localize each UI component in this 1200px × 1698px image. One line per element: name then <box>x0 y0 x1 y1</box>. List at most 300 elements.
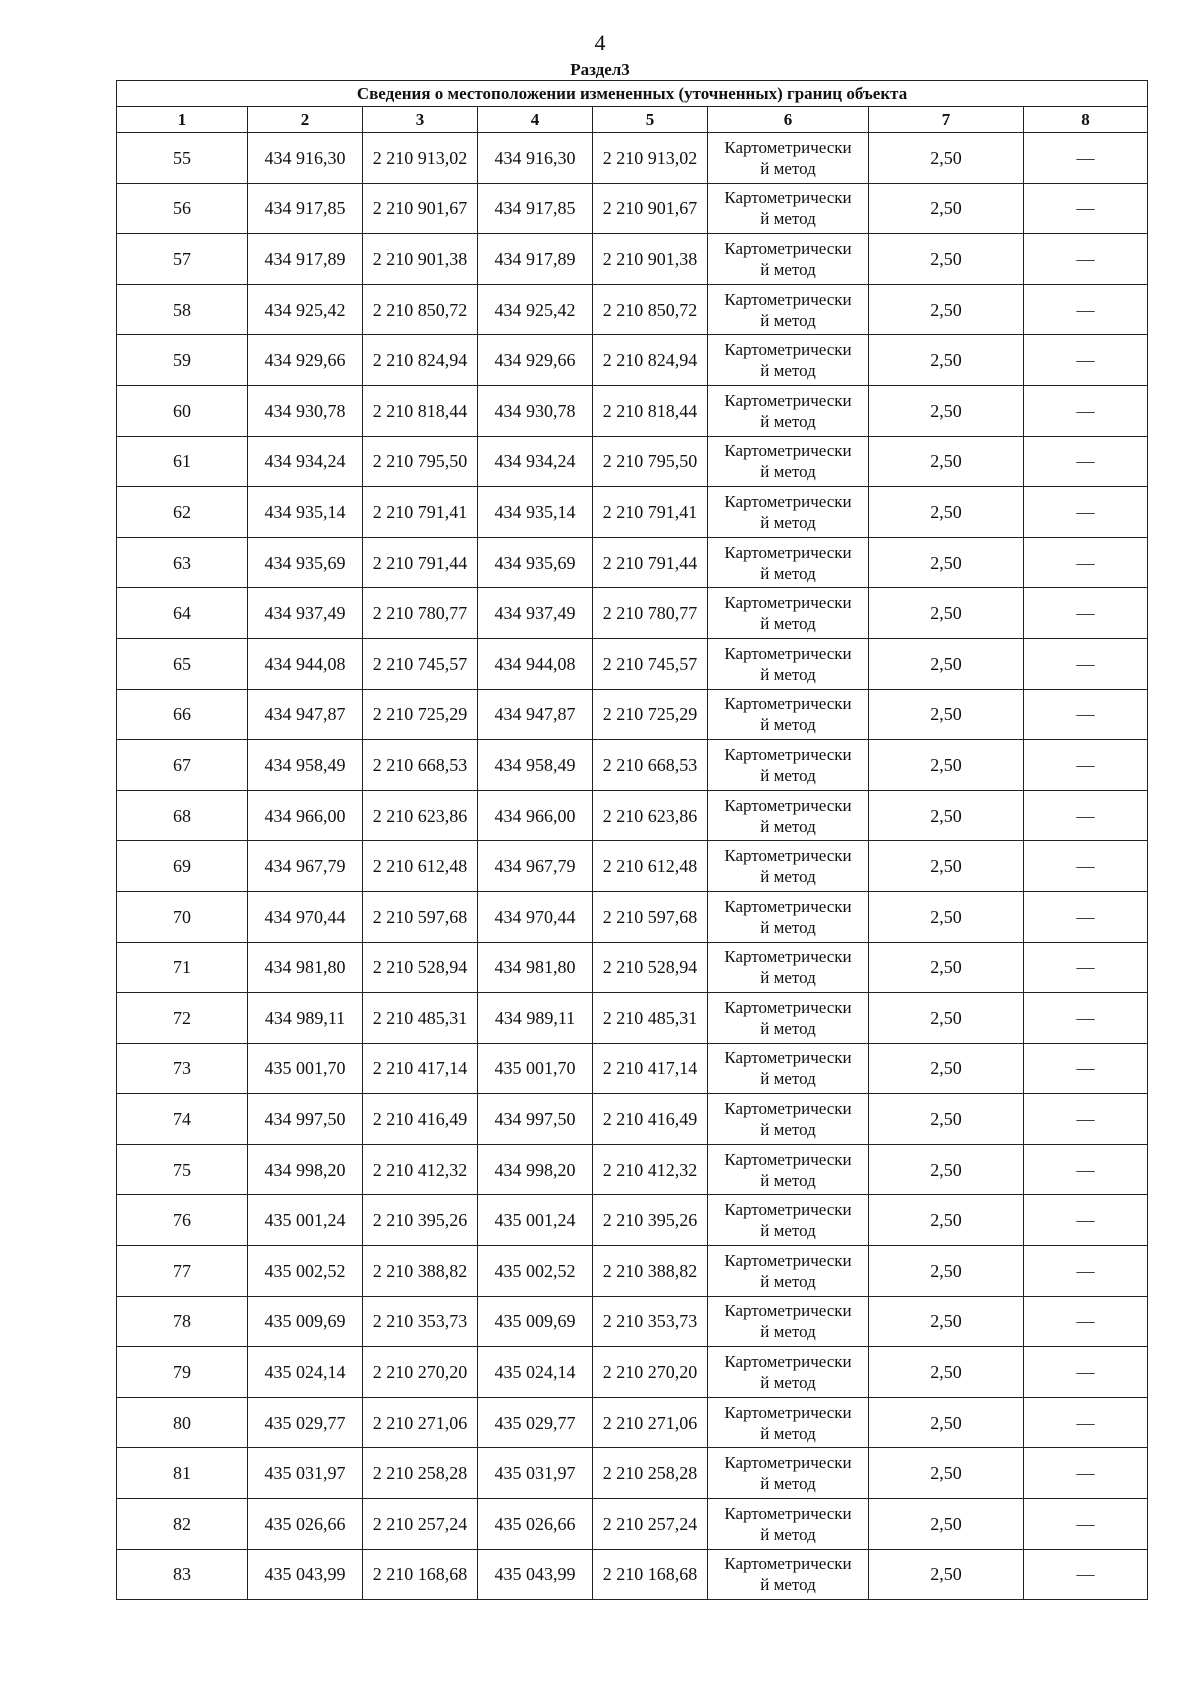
note-cell: — <box>1024 436 1148 487</box>
table-row <box>117 790 1148 841</box>
method-text-line: Картометрически <box>724 1402 852 1422</box>
point-number-cell: 64 <box>117 588 248 639</box>
x-coordinate-cell: 434 929,66 <box>478 335 593 386</box>
note-cell: — <box>1024 183 1148 234</box>
method-text-line: й метод <box>760 614 816 634</box>
method-text-line: Картометрически <box>724 1554 852 1574</box>
x-coordinate-cell: 434 998,20 <box>248 1144 363 1195</box>
method-cell <box>708 234 869 285</box>
note-cell: — <box>1024 689 1148 740</box>
point-number-cell: 77 <box>117 1246 248 1297</box>
table-row <box>117 1043 1148 1094</box>
x-coordinate-cell: 434 925,42 <box>478 284 593 335</box>
y-coordinate-cell: 2 210 850,72 <box>363 284 478 335</box>
accuracy-cell: 2,50 <box>869 385 1024 436</box>
x-coordinate-cell: 434 947,87 <box>248 689 363 740</box>
accuracy-cell: 2,50 <box>869 841 1024 892</box>
method-cell <box>708 133 869 184</box>
x-coordinate-cell: 434 944,08 <box>248 638 363 689</box>
table-row <box>117 1448 1148 1499</box>
method-cell <box>708 993 869 1044</box>
x-coordinate-cell: 435 029,77 <box>478 1397 593 1448</box>
y-coordinate-cell: 2 210 913,02 <box>363 133 478 184</box>
method-cell <box>708 790 869 841</box>
method-text-line: й метод <box>760 1069 816 1089</box>
accuracy-cell: 2,50 <box>869 1448 1024 1499</box>
method-text-line: Картометрически <box>724 1301 852 1321</box>
method-cell <box>708 638 869 689</box>
method-cell <box>708 1043 869 1094</box>
note-cell: — <box>1024 1246 1148 1297</box>
accuracy-cell: 2,50 <box>869 1144 1024 1195</box>
method-text-line: Картометрически <box>724 542 852 562</box>
y-coordinate-cell: 2 210 901,67 <box>593 183 708 234</box>
y-coordinate-cell: 2 210 913,02 <box>593 133 708 184</box>
x-coordinate-cell: 434 958,49 <box>248 740 363 791</box>
method-text-line: й метод <box>760 867 816 887</box>
point-number-cell: 58 <box>117 284 248 335</box>
method-text-line: Картометрически <box>724 289 852 309</box>
page-number: 4 <box>594 30 606 55</box>
y-coordinate-cell: 2 210 528,94 <box>593 942 708 993</box>
y-coordinate-cell: 2 210 791,44 <box>363 537 478 588</box>
accuracy-cell: 2,50 <box>869 588 1024 639</box>
method-cell <box>708 1195 869 1246</box>
x-coordinate-cell: 435 009,69 <box>248 1296 363 1347</box>
point-number-cell: 61 <box>117 436 248 487</box>
method-text-line: й метод <box>760 1474 816 1494</box>
table-row <box>117 537 1148 588</box>
point-number-cell: 79 <box>117 1347 248 1398</box>
table-header-row <box>117 107 1148 133</box>
method-cell <box>708 335 869 386</box>
x-coordinate-cell: 435 043,99 <box>478 1549 593 1600</box>
method-text-line: Картометрически <box>724 137 852 157</box>
method-text-line: й метод <box>760 361 816 381</box>
x-coordinate-cell: 434 998,20 <box>478 1144 593 1195</box>
note-cell: — <box>1024 335 1148 386</box>
method-cell <box>708 1094 869 1145</box>
table-row <box>117 638 1148 689</box>
x-coordinate-cell: 435 031,97 <box>248 1448 363 1499</box>
x-coordinate-cell: 434 981,80 <box>248 942 363 993</box>
method-text-line: Картометрически <box>724 1200 852 1220</box>
x-coordinate-cell: 435 024,14 <box>478 1347 593 1398</box>
table-row <box>117 284 1148 335</box>
method-cell <box>708 689 869 740</box>
y-coordinate-cell: 2 210 597,68 <box>363 891 478 942</box>
method-cell <box>708 183 869 234</box>
method-cell <box>708 1144 869 1195</box>
y-coordinate-cell: 2 210 668,53 <box>593 740 708 791</box>
method-text-line: й метод <box>760 917 816 937</box>
accuracy-cell: 2,50 <box>869 740 1024 791</box>
x-coordinate-cell: 434 967,79 <box>248 841 363 892</box>
x-coordinate-cell: 435 001,24 <box>248 1195 363 1246</box>
y-coordinate-cell: 2 210 412,32 <box>593 1144 708 1195</box>
x-coordinate-cell: 435 024,14 <box>248 1347 363 1398</box>
point-number-cell: 75 <box>117 1144 248 1195</box>
method-text-line: Картометрически <box>724 441 852 461</box>
method-cell <box>708 1397 869 1448</box>
method-text-line: Картометрически <box>724 694 852 714</box>
y-coordinate-cell: 2 210 270,20 <box>593 1347 708 1398</box>
note-cell: — <box>1024 1094 1148 1145</box>
method-cell <box>708 841 869 892</box>
method-cell <box>708 1448 869 1499</box>
accuracy-cell: 2,50 <box>869 1347 1024 1398</box>
y-coordinate-cell: 2 210 168,68 <box>593 1549 708 1600</box>
method-text-line: й метод <box>760 462 816 482</box>
y-coordinate-cell: 2 210 623,86 <box>593 790 708 841</box>
note-cell: — <box>1024 740 1148 791</box>
y-coordinate-cell: 2 210 745,57 <box>363 638 478 689</box>
y-coordinate-cell: 2 210 795,50 <box>363 436 478 487</box>
method-text-line: й метод <box>760 512 816 532</box>
y-coordinate-cell: 2 210 818,44 <box>363 385 478 436</box>
accuracy-cell: 2,50 <box>869 1499 1024 1550</box>
accuracy-cell: 2,50 <box>869 1246 1024 1297</box>
y-coordinate-cell: 2 210 745,57 <box>593 638 708 689</box>
y-coordinate-cell: 2 210 417,14 <box>593 1043 708 1094</box>
y-coordinate-cell: 2 210 850,72 <box>593 284 708 335</box>
column-header: 3 <box>363 107 478 133</box>
method-text-line: й метод <box>760 1271 816 1291</box>
accuracy-cell: 2,50 <box>869 1195 1024 1246</box>
x-coordinate-cell: 435 002,52 <box>248 1246 363 1297</box>
method-cell <box>708 1246 869 1297</box>
x-coordinate-cell: 434 947,87 <box>478 689 593 740</box>
x-coordinate-cell: 435 029,77 <box>248 1397 363 1448</box>
table-body <box>117 133 1148 1600</box>
note-cell: — <box>1024 1549 1148 1600</box>
method-text-line: й метод <box>760 765 816 785</box>
x-coordinate-cell: 434 958,49 <box>478 740 593 791</box>
method-cell <box>708 588 869 639</box>
method-cell <box>708 385 869 436</box>
point-number-cell: 55 <box>117 133 248 184</box>
section-title: Раздел3 <box>570 60 630 79</box>
method-text-line: й метод <box>760 1524 816 1544</box>
y-coordinate-cell: 2 210 388,82 <box>363 1246 478 1297</box>
note-cell: — <box>1024 993 1148 1044</box>
note-cell: — <box>1024 1043 1148 1094</box>
y-coordinate-cell: 2 210 623,86 <box>363 790 478 841</box>
method-text-line: й метод <box>760 1575 816 1595</box>
method-text-line: Картометрически <box>724 593 852 613</box>
point-number-cell: 62 <box>117 487 248 538</box>
x-coordinate-cell: 434 970,44 <box>248 891 363 942</box>
point-number-cell: 73 <box>117 1043 248 1094</box>
table-row <box>117 740 1148 791</box>
method-text-line: й метод <box>760 310 816 330</box>
method-text-line: Картометрически <box>724 491 852 511</box>
point-number-cell: 72 <box>117 993 248 1044</box>
method-cell <box>708 891 869 942</box>
table-caption-row <box>117 81 1148 107</box>
note-cell: — <box>1024 588 1148 639</box>
x-coordinate-cell: 434 981,80 <box>478 942 593 993</box>
table-row <box>117 1195 1148 1246</box>
x-coordinate-cell: 434 989,11 <box>248 993 363 1044</box>
column-header: 1 <box>117 107 248 133</box>
y-coordinate-cell: 2 210 668,53 <box>363 740 478 791</box>
table-row <box>117 689 1148 740</box>
y-coordinate-cell: 2 210 780,77 <box>593 588 708 639</box>
table-row <box>117 841 1148 892</box>
method-text-line: Картометрически <box>724 795 852 815</box>
x-coordinate-cell: 434 935,69 <box>478 537 593 588</box>
accuracy-cell: 2,50 <box>869 284 1024 335</box>
point-number-cell: 76 <box>117 1195 248 1246</box>
method-cell <box>708 436 869 487</box>
method-text-line: й метод <box>760 1170 816 1190</box>
method-cell <box>708 1296 869 1347</box>
y-coordinate-cell: 2 210 818,44 <box>593 385 708 436</box>
point-number-cell: 57 <box>117 234 248 285</box>
note-cell: — <box>1024 1195 1148 1246</box>
table-caption: Сведения о местоположении измененных (уточненных) границ объекта <box>117 81 1148 107</box>
y-coordinate-cell: 2 210 791,41 <box>363 487 478 538</box>
accuracy-cell: 2,50 <box>869 942 1024 993</box>
y-coordinate-cell: 2 210 416,49 <box>593 1094 708 1145</box>
note-cell: — <box>1024 942 1148 993</box>
y-coordinate-cell: 2 210 824,94 <box>363 335 478 386</box>
table-row <box>117 183 1148 234</box>
note-cell: — <box>1024 1397 1148 1448</box>
y-coordinate-cell: 2 210 901,38 <box>593 234 708 285</box>
table-row <box>117 1347 1148 1398</box>
y-coordinate-cell: 2 210 258,28 <box>363 1448 478 1499</box>
x-coordinate-cell: 434 935,14 <box>478 487 593 538</box>
column-header: 6 <box>708 107 869 133</box>
y-coordinate-cell: 2 210 271,06 <box>363 1397 478 1448</box>
method-text-line: й метод <box>760 1120 816 1140</box>
method-text-line: Картометрически <box>724 1352 852 1372</box>
note-cell: — <box>1024 1499 1148 1550</box>
table-row <box>117 1296 1148 1347</box>
y-coordinate-cell: 2 210 780,77 <box>363 588 478 639</box>
y-coordinate-cell: 2 210 824,94 <box>593 335 708 386</box>
method-text-line: й метод <box>760 1373 816 1393</box>
x-coordinate-cell: 434 934,24 <box>248 436 363 487</box>
note-cell: — <box>1024 284 1148 335</box>
table-row <box>117 487 1148 538</box>
table-row <box>117 1094 1148 1145</box>
accuracy-cell: 2,50 <box>869 436 1024 487</box>
x-coordinate-cell: 434 997,50 <box>478 1094 593 1145</box>
method-cell <box>708 1499 869 1550</box>
y-coordinate-cell: 2 210 528,94 <box>363 942 478 993</box>
method-text-line: Картометрически <box>724 390 852 410</box>
x-coordinate-cell: 434 935,14 <box>248 487 363 538</box>
point-number-cell: 65 <box>117 638 248 689</box>
note-cell: — <box>1024 841 1148 892</box>
x-coordinate-cell: 435 031,97 <box>478 1448 593 1499</box>
column-header: 8 <box>1024 107 1148 133</box>
x-coordinate-cell: 434 917,85 <box>248 183 363 234</box>
note-cell: — <box>1024 638 1148 689</box>
note-cell: — <box>1024 891 1148 942</box>
accuracy-cell: 2,50 <box>869 234 1024 285</box>
method-cell <box>708 537 869 588</box>
method-text-line: й метод <box>760 664 816 684</box>
y-coordinate-cell: 2 210 257,24 <box>593 1499 708 1550</box>
method-text-line: й метод <box>760 259 816 279</box>
x-coordinate-cell: 434 967,79 <box>478 841 593 892</box>
method-text-line: Картометрически <box>724 238 852 258</box>
table-row <box>117 993 1148 1044</box>
y-coordinate-cell: 2 210 597,68 <box>593 891 708 942</box>
accuracy-cell: 2,50 <box>869 487 1024 538</box>
method-text-line: Картометрически <box>724 1099 852 1119</box>
note-cell: — <box>1024 487 1148 538</box>
y-coordinate-cell: 2 210 612,48 <box>593 841 708 892</box>
column-header: 4 <box>478 107 593 133</box>
accuracy-cell: 2,50 <box>869 1043 1024 1094</box>
accuracy-cell: 2,50 <box>869 1549 1024 1600</box>
method-text-line: й метод <box>760 1423 816 1443</box>
y-coordinate-cell: 2 210 168,68 <box>363 1549 478 1600</box>
y-coordinate-cell: 2 210 258,28 <box>593 1448 708 1499</box>
x-coordinate-cell: 434 930,78 <box>478 385 593 436</box>
note-cell: — <box>1024 1144 1148 1195</box>
point-number-cell: 59 <box>117 335 248 386</box>
x-coordinate-cell: 435 001,24 <box>478 1195 593 1246</box>
x-coordinate-cell: 434 916,30 <box>478 133 593 184</box>
method-text-line: й метод <box>760 968 816 988</box>
table-row <box>117 1246 1148 1297</box>
table-row <box>117 335 1148 386</box>
y-coordinate-cell: 2 210 612,48 <box>363 841 478 892</box>
note-cell: — <box>1024 1347 1148 1398</box>
point-number-cell: 60 <box>117 385 248 436</box>
x-coordinate-cell: 435 002,52 <box>478 1246 593 1297</box>
accuracy-cell: 2,50 <box>869 1397 1024 1448</box>
accuracy-cell: 2,50 <box>869 1296 1024 1347</box>
y-coordinate-cell: 2 210 271,06 <box>593 1397 708 1448</box>
table-row <box>117 588 1148 639</box>
note-cell: — <box>1024 537 1148 588</box>
y-coordinate-cell: 2 210 257,24 <box>363 1499 478 1550</box>
point-number-cell: 67 <box>117 740 248 791</box>
method-text-line: й метод <box>760 209 816 229</box>
x-coordinate-cell: 434 966,00 <box>478 790 593 841</box>
x-coordinate-cell: 434 917,89 <box>478 234 593 285</box>
x-coordinate-cell: 434 930,78 <box>248 385 363 436</box>
point-number-cell: 63 <box>117 537 248 588</box>
method-text-line: й метод <box>760 1221 816 1241</box>
y-coordinate-cell: 2 210 417,14 <box>363 1043 478 1094</box>
y-coordinate-cell: 2 210 725,29 <box>593 689 708 740</box>
accuracy-cell: 2,50 <box>869 133 1024 184</box>
method-text-line: Картометрически <box>724 340 852 360</box>
x-coordinate-cell: 434 917,85 <box>478 183 593 234</box>
method-cell <box>708 1347 869 1398</box>
method-text-line: Картометрически <box>724 1503 852 1523</box>
method-cell <box>708 1549 869 1600</box>
point-number-cell: 69 <box>117 841 248 892</box>
accuracy-cell: 2,50 <box>869 335 1024 386</box>
accuracy-cell: 2,50 <box>869 790 1024 841</box>
point-number-cell: 80 <box>117 1397 248 1448</box>
table-row <box>117 385 1148 436</box>
x-coordinate-cell: 434 916,30 <box>248 133 363 184</box>
method-text-line: Картометрически <box>724 1048 852 1068</box>
method-text-line: Картометрически <box>724 1453 852 1473</box>
method-cell <box>708 942 869 993</box>
method-cell <box>708 284 869 335</box>
y-coordinate-cell: 2 210 795,50 <box>593 436 708 487</box>
y-coordinate-cell: 2 210 791,41 <box>593 487 708 538</box>
y-coordinate-cell: 2 210 353,73 <box>593 1296 708 1347</box>
x-coordinate-cell: 435 043,99 <box>248 1549 363 1600</box>
method-text-line: Картометрически <box>724 1149 852 1169</box>
y-coordinate-cell: 2 210 485,31 <box>593 993 708 1044</box>
x-coordinate-cell: 435 009,69 <box>478 1296 593 1347</box>
accuracy-cell: 2,50 <box>869 1094 1024 1145</box>
y-coordinate-cell: 2 210 416,49 <box>363 1094 478 1145</box>
method-cell <box>708 487 869 538</box>
x-coordinate-cell: 434 917,89 <box>248 234 363 285</box>
y-coordinate-cell: 2 210 395,26 <box>593 1195 708 1246</box>
method-text-line: й метод <box>760 1322 816 1342</box>
x-coordinate-cell: 434 925,42 <box>248 284 363 335</box>
point-number-cell: 66 <box>117 689 248 740</box>
method-text-line: й метод <box>760 158 816 178</box>
y-coordinate-cell: 2 210 725,29 <box>363 689 478 740</box>
accuracy-cell: 2,50 <box>869 183 1024 234</box>
y-coordinate-cell: 2 210 388,82 <box>593 1246 708 1297</box>
method-text-line: й метод <box>760 563 816 583</box>
accuracy-cell: 2,50 <box>869 638 1024 689</box>
x-coordinate-cell: 434 937,49 <box>248 588 363 639</box>
x-coordinate-cell: 435 001,70 <box>478 1043 593 1094</box>
method-text-line: й метод <box>760 1018 816 1038</box>
y-coordinate-cell: 2 210 270,20 <box>363 1347 478 1398</box>
table-row <box>117 133 1148 184</box>
column-header: 7 <box>869 107 1024 133</box>
point-number-cell: 83 <box>117 1549 248 1600</box>
accuracy-cell: 2,50 <box>869 993 1024 1044</box>
method-text-line: й метод <box>760 715 816 735</box>
method-text-line: Картометрически <box>724 947 852 967</box>
accuracy-cell: 2,50 <box>869 537 1024 588</box>
x-coordinate-cell: 435 026,66 <box>478 1499 593 1550</box>
x-coordinate-cell: 434 966,00 <box>248 790 363 841</box>
y-coordinate-cell: 2 210 412,32 <box>363 1144 478 1195</box>
table-row <box>117 891 1148 942</box>
accuracy-cell: 2,50 <box>869 891 1024 942</box>
x-coordinate-cell: 434 934,24 <box>478 436 593 487</box>
point-number-cell: 71 <box>117 942 248 993</box>
x-coordinate-cell: 434 929,66 <box>248 335 363 386</box>
point-number-cell: 74 <box>117 1094 248 1145</box>
x-coordinate-cell: 434 944,08 <box>478 638 593 689</box>
table-row <box>117 1499 1148 1550</box>
x-coordinate-cell: 434 935,69 <box>248 537 363 588</box>
point-number-cell: 70 <box>117 891 248 942</box>
x-coordinate-cell: 434 970,44 <box>478 891 593 942</box>
boundary-coordinates-table <box>116 80 1148 1600</box>
point-number-cell: 82 <box>117 1499 248 1550</box>
point-number-cell: 68 <box>117 790 248 841</box>
note-cell: — <box>1024 385 1148 436</box>
table-row <box>117 234 1148 285</box>
x-coordinate-cell: 434 937,49 <box>478 588 593 639</box>
x-coordinate-cell: 434 997,50 <box>248 1094 363 1145</box>
method-text-line: Картометрически <box>724 1250 852 1270</box>
